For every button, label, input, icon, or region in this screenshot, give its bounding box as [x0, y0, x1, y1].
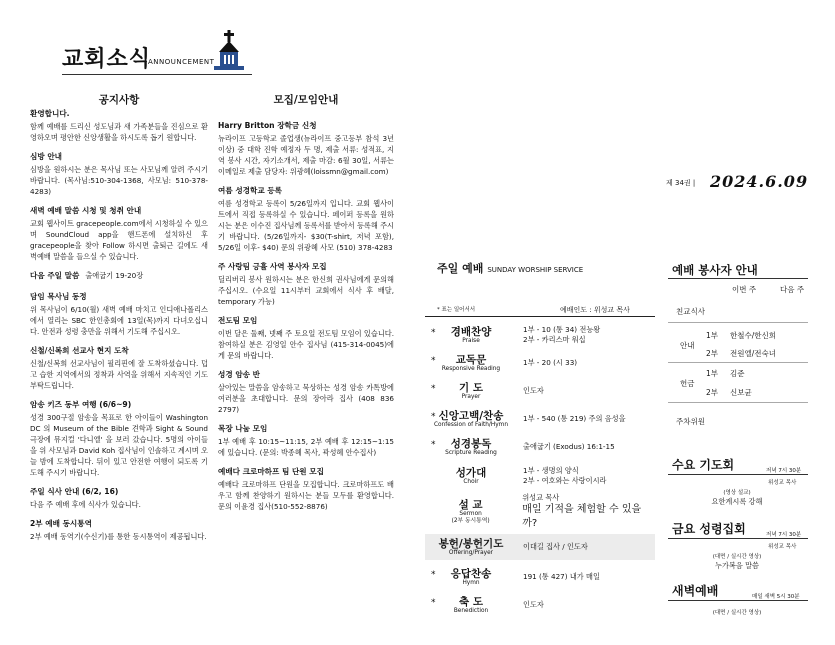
- group-body: 예배다 크로마하프 단원을 모집합니다. 크로마하프도 배우고 함께 찬양하기 원하시는 분들 모두를 환영합니다. 문의 이윤경 집사(510-552-8876): [218, 480, 394, 511]
- order-detail: 1부 - 20 (시 33): [523, 358, 578, 367]
- notice-body: 심방을 원하시는 분은 목사님 또는 사모님께 알려 주시기 바랍니다. (목사님:510-304-1368, 사모님: 510-378-4283): [30, 165, 208, 196]
- group-title: 성경 암송 반: [218, 370, 260, 379]
- order-row-offering: [425, 534, 655, 560]
- group-title: 예배다 크로마하프 팀 단원 모집: [218, 467, 324, 476]
- fri-prayer-text: 누가복음 말씀: [715, 561, 759, 570]
- notice-body: 성경 300구절 암송을 목표로 한 아이들이 Washington DC 의 Museum of the Bible 견학과 Sight & Sound 극장에 뮤지컬 '다니엘' 을 보러 갔습니다. 5명의 아이들을 위 사모님과 David Koh 집사님이 인솔하고 계시며 오늘 밤에 도착합니다. 뒤이 있고 안전한 여행이 되도록 기도해 주시기 바랍니다.: [30, 413, 208, 477]
- order-detail: 인도자: [523, 386, 544, 395]
- servants-part: 2부: [706, 349, 719, 358]
- worship-standing-note: * 표는 일어서서: [437, 307, 476, 313]
- standing-mark: *: [431, 569, 436, 580]
- wed-prayer-title: 수요 기도회: [672, 458, 735, 472]
- order-name-ko: 봉헌/봉헌기도: [438, 537, 504, 550]
- order-row-sermon: [425, 494, 655, 530]
- notice-body: 위 목사님이 6/10(월) 새벽 예배 마치고 인디애나폴리스에서 열리는 SBC 한인총회에 13일(목)까지 다녀오십니다. 안전과 성령 충만을 위해서 기도해 주십시오.: [30, 305, 208, 336]
- order-row-praise: [425, 322, 655, 348]
- order-name-en: Choir: [463, 478, 479, 485]
- groups-title: 모집/모임안내: [273, 94, 339, 106]
- order-row-confession: [425, 406, 655, 432]
- order-name-ko: 성경봉독: [450, 437, 492, 450]
- order-detail: 2부 - 카리스마 워십: [523, 335, 586, 344]
- order-name-ko: 기 도: [459, 381, 483, 394]
- notice-item: [30, 291, 208, 337]
- servants-greeting: 친교식사: [676, 307, 705, 316]
- group-item: [218, 185, 394, 253]
- group-body: 이번 달은 둘째, 넷째 주 토요일 전도팀 모임이 있습니다. 참여하실 분은 김영일 안수 집사님 (415-314-0045)에게 문의 바랍니다.: [218, 329, 394, 360]
- order-name-en: Responsive Reading: [441, 365, 501, 372]
- order-name-en: Confession of Faith/Hymn: [434, 421, 508, 428]
- servants-col-this: 이번 주: [732, 285, 757, 294]
- group-item: [218, 423, 394, 458]
- worship-leader: 예배인도 : 위성교 목사: [560, 306, 630, 314]
- order-detail: 위성교 목사: [522, 493, 560, 502]
- wed-prayer-time: 저녁 7시 30분: [766, 468, 802, 474]
- servants-names: 김준: [730, 369, 745, 378]
- group-item: [218, 261, 394, 307]
- servants-part: 1부: [706, 331, 719, 340]
- group-body: 여름 성경학교 등록이 5/26일까지 입니다. 교회 웹사이트에서 직접 등록하실 수 있습니다. 페이퍼 등록을 원하시는 분은 이수진 집사님께 등록서를 받아서 등록해 주시기 바랍니다. (5/26일까지- $30(T-shirt, 저녁 포함), 5/26일 이후- $40) 문의 위광혜 사모 (510) 378-4283: [218, 199, 394, 252]
- standing-mark: *: [431, 355, 436, 366]
- group-title: Harry Britton 장학금 신청: [218, 121, 317, 130]
- order-row-reading: [425, 350, 655, 376]
- notice-item: [30, 399, 208, 478]
- sermon-title: 매일 기적을 체험할 수 있을까?: [522, 504, 642, 529]
- notices-list: [30, 108, 208, 550]
- servants-part: 1부: [706, 369, 719, 378]
- dawn-prayer-title: 새벽예배: [672, 584, 719, 598]
- servants-parking: 주차위원: [676, 417, 705, 426]
- servants-title: 예배 봉사자 안내: [672, 263, 758, 277]
- header-divider: [62, 74, 252, 75]
- order-detail: 2부 - 여호와는 사랑이시라: [523, 476, 607, 485]
- fri-prayer-leader: 위성교 목사: [768, 544, 797, 550]
- group-body: 살아있는 말씀을 암송하고 묵상하는 성경 암송 카톡방에 여러분을 초대합니다. 문의 장아라 집사 (408 836 2797): [218, 383, 394, 414]
- order-detail: 1부 - 생명의 양식: [523, 466, 579, 475]
- groups-list: [218, 120, 394, 520]
- dawn-prayer-time: 매일 새벽 5시 30분: [752, 594, 800, 600]
- notice-title: 환영합니다.: [30, 109, 70, 118]
- group-item: [218, 120, 394, 177]
- order-name-en: Prayer: [461, 393, 481, 400]
- servants-usher-label: 안내: [680, 341, 695, 350]
- notice-body: 2부 예배 동역기(수신기)를 통한 동시통역이 제공됩니다.: [30, 532, 207, 541]
- notice-body: 다음 주 예배 후에 식사가 있습니다.: [30, 500, 141, 509]
- group-item: [218, 369, 394, 415]
- servants-col-next: 다음 주: [780, 285, 805, 294]
- order-detail: 191 (통 427) 내가 매일: [523, 572, 600, 581]
- notice-title: 암송 키즈 동부 여행 (6/6~9): [30, 400, 132, 409]
- worship-title-en: SUNDAY WORSHIP SERVICE: [487, 266, 584, 274]
- wed-prayer-sub: (영상 설교): [723, 490, 751, 496]
- order-name-ko: 설 교: [458, 499, 483, 511]
- servants-offering-label: 헌금: [680, 379, 695, 388]
- notice-item: [30, 486, 208, 510]
- row-divider: [668, 322, 808, 323]
- dawn-prayer-sub: (대면 / 실시간 영상): [712, 610, 762, 616]
- servants-names: 신보균: [730, 388, 752, 397]
- order-detail: 인도자: [523, 600, 544, 609]
- group-title: 여름 성경학교 등록: [218, 186, 282, 195]
- order-detail: 출애굽기 (Exodus) 16:1-15: [523, 442, 615, 451]
- standing-mark: *: [431, 383, 436, 394]
- notice-item: [30, 518, 208, 542]
- wed-prayer-text: 요한계시록 강해: [711, 497, 763, 506]
- order-detail: 1부 - 540 (통 219) 주의 음성을: [523, 414, 626, 423]
- notice-title: 새벽 예배 말씀 시청 및 청취 안내: [30, 206, 142, 215]
- worship-title-ko: 주일 예배: [437, 262, 484, 275]
- order-name-en: Offering/Prayer: [448, 549, 494, 556]
- notice-item: [30, 270, 208, 283]
- order-detail: 이대길 집사 / 인도자: [523, 542, 588, 551]
- fri-prayer-time: 저녁 7시 30분: [766, 532, 802, 538]
- fri-prayer-title: 금요 성령집회: [672, 522, 746, 536]
- fri-prayer-sub: (대면 / 실시간 영상): [712, 554, 762, 560]
- group-body: 1부 예배 후 10:15~11:15, 2부 예배 후 12:15~1:15에 있습니다. (문의: 박종혜 목사, 곽성혜 안수집사): [218, 437, 394, 457]
- order-row-scripture: [425, 434, 655, 460]
- group-item: [218, 466, 394, 512]
- row-divider: [668, 362, 808, 363]
- worship-title: [437, 260, 583, 276]
- notice-title: 다음 주일 말씀: [30, 271, 80, 280]
- order-detail: 1부 - 10 (통 34) 전능왕: [523, 325, 601, 334]
- notice-item: [30, 108, 208, 143]
- order-name-en: Benediction: [453, 607, 489, 614]
- notice-item: [30, 345, 208, 391]
- notice-body: 함께 예배를 드리신 성도님과 새 가족분들을 진심으로 환영하오며 평안한 신앙생활을 하시도록 돕기 원합니다.: [30, 122, 208, 142]
- order-row-choir: [425, 462, 655, 490]
- notice-item: [30, 151, 208, 197]
- issue-volume: 제 34권 |: [666, 179, 696, 187]
- church-logo-icon: [214, 30, 244, 76]
- notice-item: [30, 205, 208, 262]
- notice-title: 담임 목사님 동정: [30, 292, 87, 301]
- order-row-benediction: [425, 592, 655, 618]
- standing-mark: *: [431, 327, 436, 338]
- servants-divider: [668, 278, 808, 279]
- order-name-ko: 성가대: [455, 466, 487, 479]
- order-name-en: Sermon: [459, 511, 482, 517]
- group-title: 전도팀 모임: [218, 316, 258, 325]
- servants-part: 2부: [706, 388, 719, 397]
- group-body: 딜리버리 봉사 원하시는 분은 한신희 권사님에게 문의해 주십시오. (수요일 11시부터 교회에서 식사 후 배달, temporary 가능): [218, 275, 394, 306]
- notice-body: 출애굽기 19-20장: [85, 271, 144, 280]
- notice-body: 교회 웹사이트 gracepeople.com에서 시청하실 수 있으며 SoundCloud app을 핸드폰에 설치하신 후 gracepeople을 찾아 Follow 하시면 출퇴근 길에도 새벽예배 말씀을 들으실 수 있습니다.: [30, 219, 208, 261]
- dawn-divider: [668, 600, 808, 601]
- servants-names: 전원엘/전숙녀: [730, 349, 776, 358]
- notice-body: 신철/신복희 선교사님이 필리핀에 잘 도착하셨습니다. 덥고 습한 지역에서의 정착과 사역을 위해서 지속적인 기도 부탁드립니다.: [30, 359, 208, 390]
- standing-mark: *: [431, 439, 436, 450]
- notices-title: 공지사항: [98, 94, 140, 106]
- order-name-ko: 교독문: [455, 353, 487, 366]
- page-subtitle: ANNOUNCEMENT: [148, 58, 215, 66]
- order-row-prayer: [425, 378, 655, 404]
- fri-divider: [668, 538, 808, 539]
- order-name-en: Praise: [462, 337, 480, 344]
- order-name-ko: 응답찬송: [450, 567, 492, 580]
- worship-divider: [425, 316, 655, 317]
- notice-title: 주일 식사 안내 (6/2, 16): [30, 487, 119, 496]
- wed-divider: [668, 474, 808, 475]
- group-body: 뉴라이프 고등학교 졸업생(뉴라이프 중고등부 참석 3년 이상) 중 대학 진학 예정자 두 명, 제출 서류: 성적표, 지역 봉사 시간, 자기소개서, 제출 마감: 6월 30일, 서류는 이메일로 제출 담당자: 위광혜(loissmn@gmail.com): [218, 134, 394, 176]
- order-name-note: (2부 동시통역): [451, 518, 490, 524]
- group-title: 목장 나눔 모임: [218, 424, 268, 433]
- issue-date: 2024.6.09: [710, 172, 809, 191]
- order-name-en: Scripture Reading: [445, 449, 497, 456]
- group-title: 주 사랑팀 긍휼 사역 봉사자 모집: [218, 262, 327, 271]
- servants-names: 한철수/한신희: [730, 331, 776, 340]
- order-name-ko: 축 도: [459, 595, 483, 608]
- order-name-ko: 신앙고백/찬송: [438, 409, 504, 422]
- notice-title: 2부 예배 동시통역: [30, 519, 92, 528]
- wed-prayer-leader: 위성교 목사: [768, 480, 797, 486]
- page-title: 교회소식: [62, 47, 152, 72]
- order-name-ko: 경배찬양: [450, 325, 492, 338]
- standing-mark: *: [431, 411, 436, 422]
- row-divider: [668, 402, 808, 403]
- notice-title: 심방 안내: [30, 152, 62, 161]
- order-name-en: Hymn: [462, 579, 480, 586]
- group-item: [218, 315, 394, 361]
- order-row-hymn: [425, 564, 655, 590]
- standing-mark: *: [431, 597, 436, 608]
- notice-title: 신철/신복희 선교사 현지 도착: [30, 346, 129, 355]
